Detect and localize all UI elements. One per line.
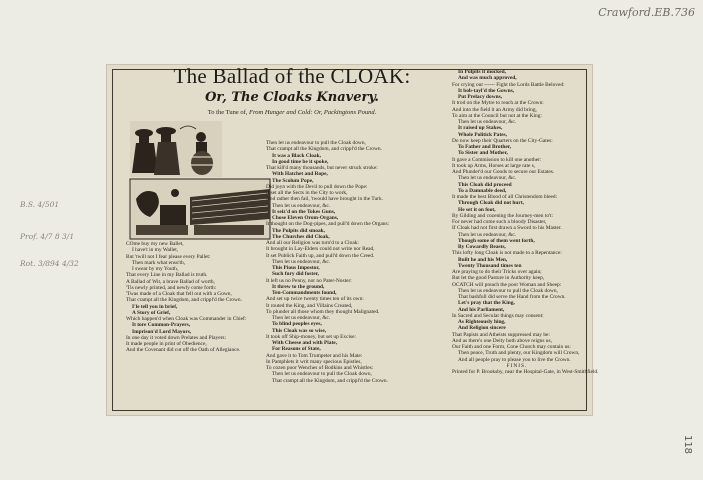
verse-line: Are praying to do their Tricks over again; [452,269,542,275]
verse-line: In Sacred and Secular things may consent: [452,312,544,319]
verse-line: OCATCH will preach the poor Woman and Sheep: [452,281,562,288]
pencil-note: B.S. 4/501 [20,200,60,209]
verse-line: With Hatchet and Rope, [272,171,328,178]
verse-line: Though some of them went forth, [458,237,535,244]
verse-line: Imprison'd Lord Mayors, [132,328,192,335]
verse-line: To cozen poor Wenches of Bodkins and Whistles: [266,365,374,371]
verse-line: I have't in my Wallet, [132,247,179,254]
verse-line: In Pulpits it mocked, [458,69,506,75]
verse-line: It took off Ship-money, but set up Excise: [266,333,356,340]
verse-line: That crampt all the Kingdom, and crippl'd the Crown. [266,146,382,153]
verse-line: I'le tell you in brief, [132,303,178,310]
verse-line: Then mark what ensu'th, [132,259,186,266]
verse-line: Then let us endeavour, &c. [458,175,517,182]
verse-line: Then let us endeavour, &c. [272,258,331,265]
verse-line: For crying out ------ Fight the Lords Battle Beloved: [452,81,565,88]
verse-line: It tore Common-Prayers, [132,322,191,329]
verse-line: For Reasons of State, [272,346,321,353]
verse-line: But 'twill not I fear please every Pallet: [126,253,211,260]
verse-line: The Churches did Cloak, [272,233,330,240]
verse-line: In good time be it spoke, [272,158,329,165]
finis-mark: FINIS. [506,362,528,369]
verse-line: It set all the Sects in the City to work, [266,190,348,196]
verse-line: In Pamphlets it writ many specious Epistles, [266,358,362,365]
verse-line: And Plunder'd our Goods to secure our Estates. [452,169,555,175]
verse-line: With Cheese and with Plate, [272,340,338,346]
verse-line: This Cloak was so wise, [272,327,327,334]
verse-line: It seiz'd on the Tokes Guns, [272,208,336,215]
verse-line: Then let us endeavour to pull the Cloak down, [266,140,366,146]
verse-line: He set it on foot, [458,206,496,213]
verse-line: Then peace, Truth and plenty, our Kingdom will Crown, [458,350,580,357]
verse-line: To a Damnable deed, [458,187,507,194]
verse-line: And his Parliament, [458,306,505,313]
verse-line: And into the field it an Army did bring, [452,106,537,113]
verse-line: That every Line in my Ballad is truth. [126,272,208,279]
verse-line: Whole Politick Pates, [458,131,507,138]
tune-line [132,109,452,116]
verse-line: By Gilding and cozening the Journey-men to't: [452,212,553,219]
verse-line: Such fury did foster, [272,271,319,278]
verse-line: Chose Eleven Orom-Organs, [272,215,339,221]
verse-line: It set Publick Faith up, and pull'd down the Creed. [266,252,375,259]
shelfmark: Crawford.EB.736 [598,6,695,19]
verse-line: And all people pray to please you to live the Crown. [458,356,571,363]
verse-line: It bob-tayl'd the Gowns, [458,87,515,94]
verse-line: Ten-Commandments found, [272,290,337,296]
verse-line: To blind peoples eyes, [272,321,322,328]
verse-line: I swear by my Youth, [132,266,179,272]
verse-line: It routed the King, and Villains Created, [266,302,353,309]
verse-line: A Story of Grief, [132,309,171,316]
verse-line: Then let us endeavour, &c. [458,231,517,238]
verse-line: The Pulpits did smoak, [272,227,326,234]
verse-line: It was a Black Cloak, [272,152,321,159]
broadside-sheet [106,64,599,416]
verse-line: By Cowardly Beasts, [458,244,506,250]
verse-line: It raised up Stakes, [458,125,503,132]
verse-line: It thought on the Dog-pipes, and pull'd down the Organs: [266,221,390,228]
verse-line: Through Cloak did not hurt, [458,200,524,207]
verse-line: This Pious Impostor, [272,265,320,271]
verse-line: And as there's one Deity both above reigns us, [452,337,552,344]
verse-line: Then let us endeavour to pull the Cloak down, [458,287,558,294]
verse-line: Then let us endeavour, &c. [272,315,331,321]
verse-line: It left us no Penny, nor no Pater-Noster: [266,277,352,284]
verse-line: 'Tis newly printed, and newly come forth: [126,284,217,291]
verse-line: That crampt all the Kingdom, and crippl'd the Crown. [272,377,388,384]
verse-line: It brought in Lay-Elders could not write nor Read, [266,246,375,253]
verse-line: It made the best Blood of all Christendom bleed: [452,194,558,200]
woodcut-figures-image [130,121,222,177]
verse-line: As Righteously hing, [458,319,506,325]
verse-line: To Father and Brother, [458,144,512,150]
verse-line: Our Faith and one Form, Cone Church may contain us: [452,344,571,350]
verse-line: It threw to the ground, [272,283,325,290]
verse-line: To aim at the Council but not at the King: [452,112,542,119]
verse-line: And the Covenant did cut off the Oath of Allegiance. [126,347,241,354]
verse-line: Then let us endeavour, &c. [458,119,517,125]
verse-line: That kill'd many thousands, but never struck stroke: [266,165,378,171]
verse-line: That crampt all the Kingdom, and crippl'd the Crown. [126,297,242,304]
verse-line: It made people in print of Obedience, [126,341,207,347]
verse-line: Then let us endeavour to pull the Cloak down, [272,371,372,378]
verse-line: And gave it to Tom Trumpeter and his Mate: [266,352,363,359]
verse-line: Built he and his Men, [458,256,508,263]
verse-line: To Sister and Mother, [458,150,508,157]
verse-line: Put Prelacy downs, [458,94,503,100]
verse-line: Do now keep their Quarters on the City-Gates: [452,137,553,144]
tune-prefix: To the Tune of, [207,109,248,116]
imprint: Printed for P. Brooksby, near the Hospital-Gate, in West-Smithfield. [452,369,599,375]
tune-names: From Hunger and Cold: Or, Packingtons Pound. [249,109,377,116]
verse-line: It took up Arms, Horses at large rate s, [452,162,536,169]
verse-line: A Ballad of Wit, a brave Ballad of worth, [126,278,215,285]
verse-line: It gave a Commission to kill one another: [452,156,542,163]
ballad-subtitle: Or, The Cloaks Knavery. [205,90,379,105]
verse-line: Then let us endeavour, &c. [272,202,331,209]
verse-line: And rather then fail, 'twould have brought in the Turk. [266,196,384,203]
verse-line: Let's pray that the King, [458,300,515,307]
verse-line: And all our Religion was turn'd to a Cloak: [266,240,359,246]
page-number: 118 [681,434,693,455]
verse-line: And Religion sincere [458,325,506,332]
verse-line: It trod on the Mytre to reach at the Crown: [452,100,544,107]
ballad-title: The Ballad of the CLOAK: [173,64,411,88]
verse-column-2 [266,140,430,384]
woodcut-scene-image [130,179,270,239]
verse-line: This Cloak did proceed [458,181,512,188]
verse-column-1 [126,241,271,354]
verse-line: That Papists and Atheists suppressed may be: [452,331,550,338]
verse-line: 'Twas made of a Cloak that fell out with a Gown, [126,291,232,297]
verse-line: The Scolum Pope, [272,177,314,184]
verse-line: In one day it voted down Prelates and Players: [126,334,227,341]
verse-line: Twenty Thousand times ten [458,262,522,269]
verse-column-3 [452,69,599,375]
pencil-note: Prof. 4/7 8 3/1 [20,232,75,241]
verse-line: To plunder all those whom they thought Malignated. [266,308,380,315]
verse-line: That bashfull did serve the Hand from the Crown. [458,294,566,300]
verse-line: COme buy my new Ballet, [126,241,184,247]
verse-line: But let the good Pasture in Authority keep, [452,275,545,282]
verse-line: And was much approved, [458,75,517,82]
pencil-note: Rot. 3/894 4/32 [20,259,79,268]
verse-line: Which happen'd when Cloak was Commander in Chief: [126,316,247,322]
verse-line: If Cloak had not first drawn a Sword to his Master. [452,225,562,232]
verse-line: This lofty long Cloak is not made to a Repentance: [452,250,562,257]
verse-line: And set up twice twenty times ten of its own: [266,296,364,303]
verse-line: For never had come such a bloody Disaster, [452,219,547,225]
verse-line: Did joyn with the Devil to pull down the Pope: [266,183,368,190]
